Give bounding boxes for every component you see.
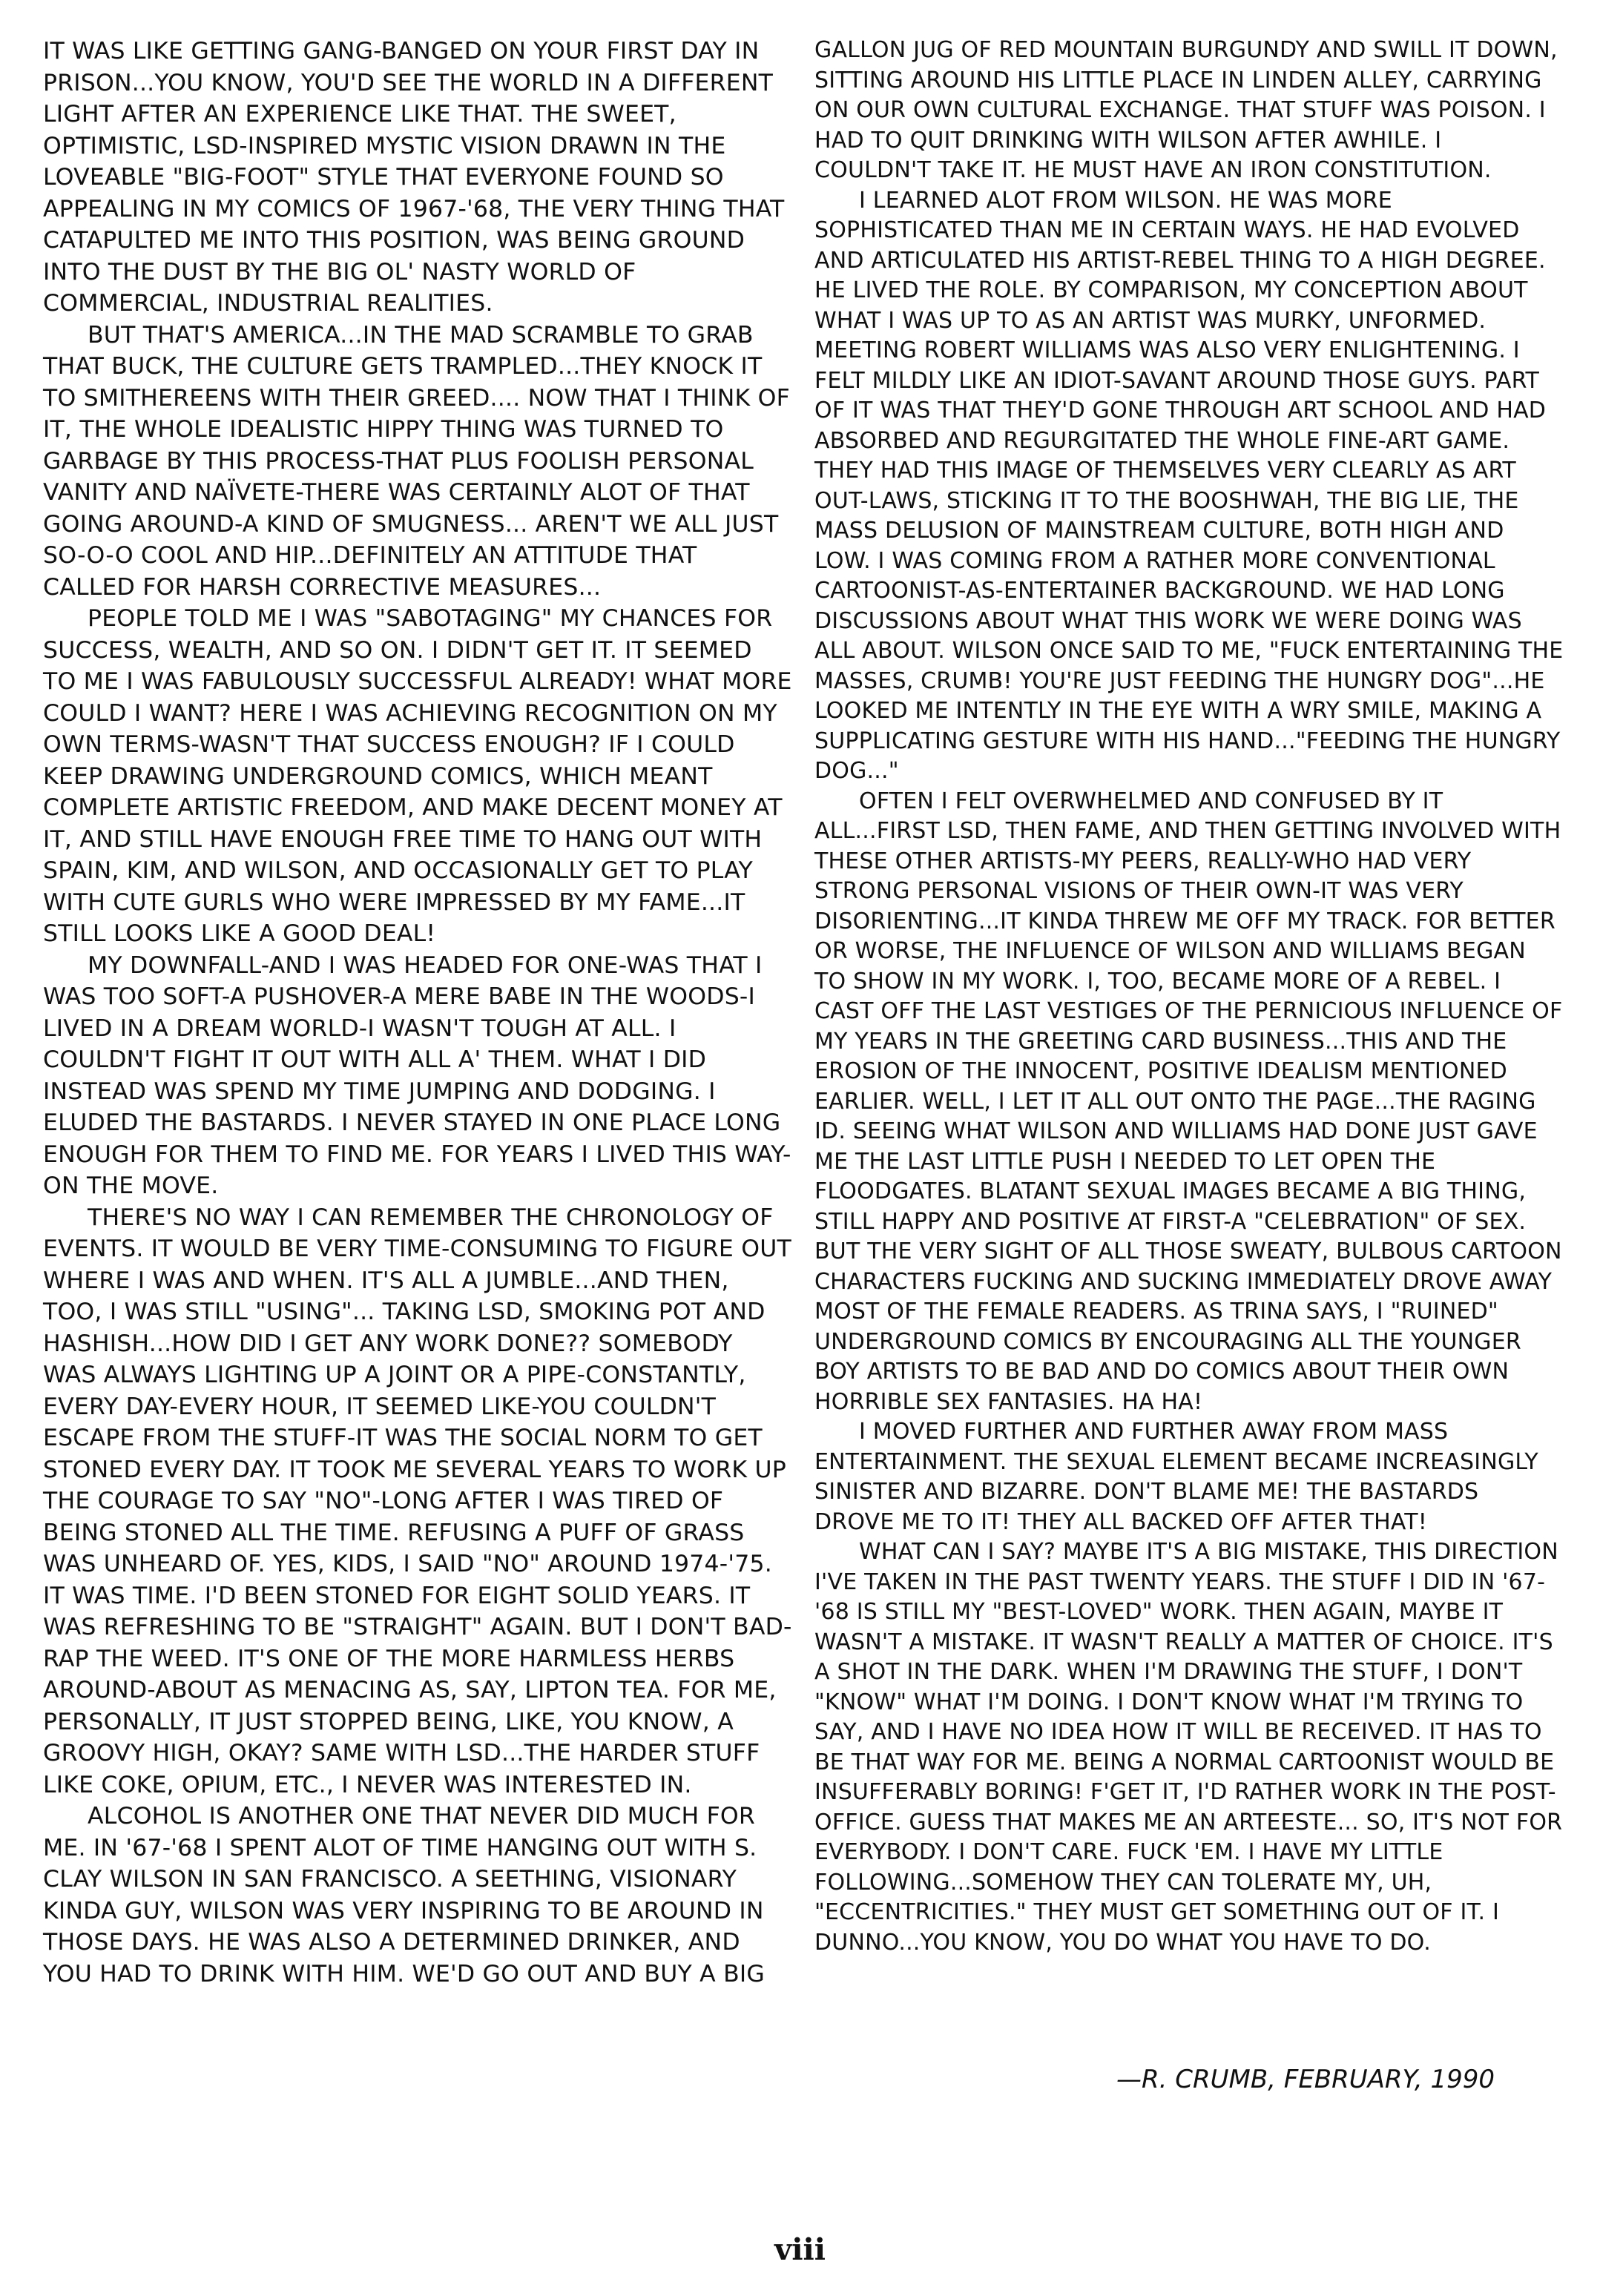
paragraph: BUT THAT'S AMERICA...IN THE MAD SCRAMBLE TO GRAB THAT BUCK, THE CULTURE GETS TRAMPLED...THEY KNOCK IT TO SMITHEREENS WITH THEIR GREED.... NOW THAT I THINK OF IT, THE WHOLE IDEALISTIC HIPPY THING WAS TURNED TO GARBAGE BY THIS PROCESS-THAT PLUS FOOLISH PERSONAL VANITY AND NAÏVETE-THERE WAS CERTAINLY ALOT OF THAT GOING AROUND-A KIND OF SMUGNESS... AREN'T WE ALL JUST SO-O-O COOL AND HIP...DEFINITELY AN ATTITUDE THAT CALLED FOR HARSH CORRECTIVE MEASURES...	[43, 321, 790, 601]
paragraph: I MOVED FURTHER AND FURTHER AWAY FROM MASS ENTERTAINMENT. THE SEXUAL ELEMENT BECAME INCREASINGLY SINISTER AND BIZARRE. DON'T BLAME ME! THE BASTARDS DROVE ME TO IT! THEY ALL BACKED OFF AFTER THAT!	[814, 1419, 1538, 1535]
author-signature: —R. CRUMB, FEBRUARY, 1990	[1116, 2065, 1495, 2094]
paragraph: I LEARNED ALOT FROM WILSON. HE WAS MORE SOPHISTICATED THAN ME IN CERTAIN WAYS. HE HAD EVOLVED AND ARTICULATED HIS ARTIST-REBEL THING TO A HIGH DEGREE. HE LIVED THE ROLE. BY COMPARISON, MY CONCEPTION ABOUT WHAT I WAS UP TO AS AN ARTIST WAS MURKY, UNFORMED. MEETING ROBERT WILLIAMS WAS ALSO VERY ENLIGHTENING. I FELT MILDLY LIKE AN IDIOT-SAVANT AROUND THOSE GUYS. PART OF IT WAS THAT THEY'D GONE THROUGH ART SCHOOL AND HAD ABSORBED AND REGURGITATED THE WHOLE FINE-ART GAME. THEY HAD THIS IMAGE OF THEMSELVES VERY CLEARLY AS ART OUT-LAWS, STICKING IT TO THE BOOSHWAH, THE BIG LIE, THE MASS DELUSION OF MAINSTREAM CULTURE, BOTH HIGH AND LOW. I WAS COMING FROM A RATHER MORE CONVENTIONAL CARTOONIST-AS-ENTERTAINER BACKGROUND. WE HAD LONG DISCUSSIONS ABOUT WHAT THIS WORK WE WERE DOING WAS ALL ABOUT. WILSON ONCE SAID TO ME, "FUCK ENTERTAINING THE MASSES, CRUMB! YOU'RE JUST FEEDING THE HUNGRY DOG"...HE LOOKED ME INTENTLY IN THE EYE WITH A WRY SMILE, MAKING A SUPPLICATING GESTURE WITH HIS HAND..."FEEDING THE HUNGRY DOG..."	[814, 187, 1564, 784]
paragraph: WHAT CAN I SAY? MAYBE IT'S A BIG MISTAKE, THIS DIRECTION I'VE TAKEN IN THE PAST TWENTY YEARS. THE STUFF I DID IN '67-'68 IS STILL MY "BEST-LOVED" WORK. THEN AGAIN, MAYBE IT WASN'T A MISTAKE. IT WASN'T REALLY A MATTER OF CHOICE. IT'S A SHOT IN THE DARK. WHEN I'M DRAWING THE STUFF, I DON'T "KNOW" WHAT I'M DOING. I DON'T KNOW WHAT I'M TRYING TO SAY, AND I HAVE NO IDEA HOW IT WILL BE RECEIVED. IT HAS TO BE THAT WAY FOR ME. BEING A NORMAL CARTOONIST WOULD BE INSUFFERABLY BORING! F'GET IT, I'D RATHER WORK IN THE POST-OFFICE. GUESS THAT MAKES ME AN ARTEESTE... SO, IT'S NOT FOR EVERYBODY. I DON'T CARE. FUCK 'EM. I HAVE MY LITTLE FOLLOWING...SOMEHOW THEY CAN TOLERATE MY, UH, "ECCENTRICITIES." THEY MUST GET SOMETHING OUT OF IT. I DUNNO...YOU KNOW, YOU DO WHAT YOU HAVE TO DO.	[814, 1539, 1563, 1956]
paragraph: OFTEN I FELT OVERWHELMED AND CONFUSED BY IT ALL...FIRST LSD, THEN FAME, AND THEN GETTING INVOLVED WITH THESE OTHER ARTISTS-MY PEERS, REALLY-WHO HAD VERY STRONG PERSONAL VISIONS OF THEIR OWN-IT WAS VERY DISORIENTING...IT KINDA THREW ME OFF MY TRACK. FOR BETTER OR WORSE, THE INFLUENCE OF WILSON AND WILLIAMS BEGAN TO SHOW IN MY WORK. I, TOO, BECAME MORE OF A REBEL. I CAST OFF THE LAST VESTIGES OF THE PERNICIOUS INFLUENCE OF MY YEARS IN THE GREETING CARD BUSINESS...THIS AND THE EROSION OF THE INNOCENT, POSITIVE IDEALISM MENTIONED EARLIER. WELL, I LET IT ALL OUT ONTO THE PAGE...THE RAGING ID. SEEING WHAT WILSON AND WILLIAMS HAD DONE JUST GAVE ME THE LAST LITTLE PUSH I NEEDED TO LET OPEN THE FLOODGATES. BLATANT SEXUAL IMAGES BECAME A BIG THING, STILL HAPPY AND POSITIVE AT FIRST-A "CELEBRATION" OF SEX. BUT THE VERY SIGHT OF ALL THOSE SWEATY, BULBOUS CARTOON CHARACTERS FUCKING AND SUCKING IMMEDIATELY DROVE AWAY MOST OF THE FEMALE READERS. AS TRINA SAYS, I "RUINED" UNDERGROUND COMICS BY ENCOURAGING ALL THE YOUNGER BOY ARTISTS TO BE BAD AND DO COMICS ABOUT THEIR OWN HORRIBLE SEX FANTASIES. HA HA!	[814, 788, 1563, 1415]
right-column	[814, 36, 1564, 1958]
page-number: viii	[774, 2232, 826, 2267]
paragraph: MY DOWNFALL-AND I WAS HEADED FOR ONE-WAS THAT I WAS TOO SOFT-A PUSHOVER-A MERE BABE IN THE WOODS-I LIVED IN A DREAM WORLD-I WASN'T TOUGH AT ALL. I COULDN'T FIGHT IT OUT WITH ALL A' THEM. WHAT I DID INSTEAD WAS SPEND MY TIME JUMPING AND DODGING. I ELUDED THE BASTARDS. I NEVER STAYED IN ONE PLACE LONG ENOUGH FOR THEM TO FIND ME. FOR YEARS I LIVED THIS WAY- ON THE MOVE.	[43, 951, 791, 1199]
paragraph: PEOPLE TOLD ME I WAS "SABOTAGING" MY CHANCES FOR SUCCESS, WEALTH, AND SO ON. I DIDN'T GET IT. IT SEEMED TO ME I WAS FABULOUSLY SUCCESSFUL ALREADY! WHAT MORE COULD I WANT? HERE I WAS ACHIEVING RECOGNITION ON MY OWN TERMS-WASN'T THAT SUCCESS ENOUGH? IF I COULD KEEP DRAWING UNDERGROUND COMICS, WHICH MEANT COMPLETE ARTISTIC FREEDOM, AND MAKE DECENT MONEY AT IT, AND STILL HAVE ENOUGH FREE TIME TO HANG OUT WITH SPAIN, KIM, AND WILSON, AND OCCASIONALLY GET TO PLAY WITH CUTE GURLS WHO WERE IMPRESSED BY MY FAME...IT STILL LOOKS LIKE A GOOD DEAL!	[43, 605, 792, 947]
paragraph: ALCOHOL IS ANOTHER ONE THAT NEVER DID MUCH FOR ME. IN '67-'68 I SPENT ALOT OF TIME HANGING OUT WITH S. CLAY WILSON IN SAN FRANCISCO. A SEETHING, VISIONARY KINDA GUY, WILSON WAS VERY INSPIRING TO BE AROUND IN THOSE DAYS. HE WAS ALSO A DETERMINED DRINKER, AND YOU HAD TO DRINK WITH HIM. WE'D GO OUT AND BUY A BIG	[43, 1803, 766, 1987]
paragraph: THERE'S NO WAY I CAN REMEMBER THE CHRONOLOGY OF EVENTS. IT WOULD BE VERY TIME-CONSUMING TO FIGURE OUT WHERE I WAS AND WHEN. IT'S ALL A JUMBLE...AND THEN, TOO, I WAS STILL "USING"... TAKING LSD, SMOKING POT AND HASHISH...HOW DID I GET ANY WORK DONE?? SOMEBODY WAS ALWAYS LIGHTING UP A JOINT OR A PIPE-CONSTANTLY, EVERY DAY-EVERY HOUR, IT SEEMED LIKE-YOU COULDN'T ESCAPE FROM THE STUFF-IT WAS THE SOCIAL NORM TO GET STONED EVERY DAY. IT TOOK ME SEVERAL YEARS TO WORK UP THE COURAGE TO SAY "NO"-LONG AFTER I WAS TIRED OF BEING STONED ALL THE TIME. REFUSING A PUFF OF GRASS WAS UNHEARD OF. YES, KIDS, I SAID "NO" AROUND 1974-'75. IT WAS TIME. I'D BEEN STONED FOR EIGHT SOLID YEARS. IT WAS REFRESHING TO BE "STRAIGHT" AGAIN. BUT I DON'T BAD-RAP THE WEED. IT'S ONE OF THE MORE HARMLESS HERBS AROUND-ABOUT AS MENACING AS, SAY, LIPTON TEA. FOR ME, PERSONALLY, IT JUST STOPPED BEING, LIKE, YOU KNOW, A GROOVY HIGH, OKAY? SAME WITH LSD...THE HARDER STUFF LIKE COKE, OPIUM, ETC., I NEVER WAS INTERESTED IN.	[43, 1204, 792, 1798]
paragraph: GALLON JUG OF RED MOUNTAIN BURGUNDY AND SWILL IT DOWN, SITTING AROUND HIS LITTLE PLACE IN LINDEN ALLEY, CARRYING ON OUR OWN CULTURAL EXCHANGE. THAT STUFF WAS POISON. I HAD TO QUIT DRINKING WITH WILSON AFTER AWHILE. I COULDN'T TAKE IT. HE MUST HAVE AN IRON CONSTITUTION.	[814, 37, 1558, 183]
paragraph: IT WAS LIKE GETTING GANG-BANGED ON YOUR FIRST DAY IN PRISON...YOU KNOW, YOU'D SEE THE WORLD IN A DIFFERENT LIGHT AFTER AN EXPERIENCE LIKE THAT. THE SWEET, OPTIMISTIC, LSD-INSPIRED MYSTIC VISION DRAWN IN THE LOVEABLE "BIG-FOOT" STYLE THAT EVERYONE FOUND SO APPEALING IN MY COMICS OF 1967-'68, THE VERY THING THAT CATAPULTED ME INTO THIS POSITION, WAS BEING GROUND INTO THE DUST BY THE BIG OL' NASTY WORLD OF COMMERCIAL, INDUSTRIAL REALITIES.	[43, 38, 785, 317]
left-column	[43, 36, 792, 1990]
